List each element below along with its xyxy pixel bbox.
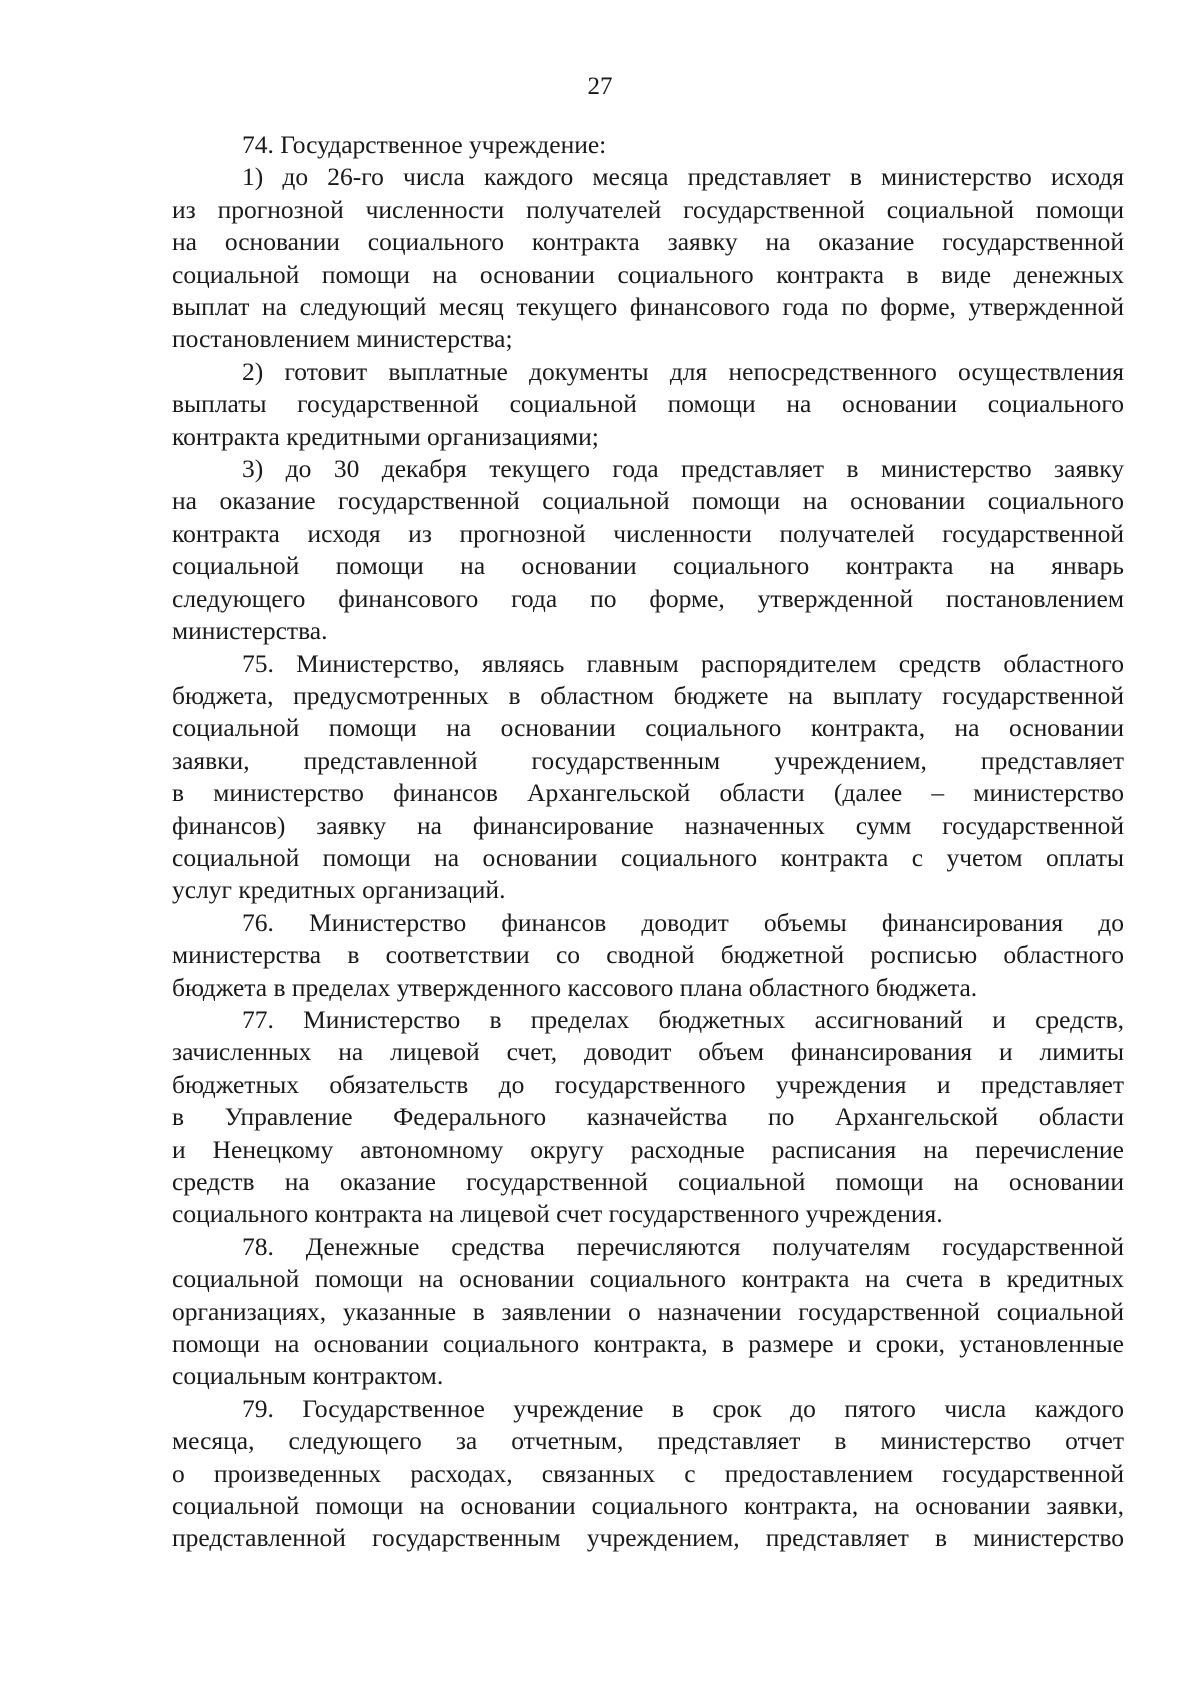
text-line: выплаты государственной социальной помощи на основании социального (172, 389, 1124, 419)
text-line: 77. Министерство в пределах бюджетных ассигнований и средств, (242, 1004, 1124, 1034)
text-line: из прогнозной численности получателей государственной социальной помощи (172, 194, 1124, 224)
text-line: 79. Государственное учреждение в срок до пятого числа каждого (242, 1393, 1124, 1423)
text-line: 76. Министерство финансов доводит объемы финансирования до (242, 907, 1124, 937)
text-line: средств на оказание государственной социальной помощи на основании (172, 1167, 1124, 1196)
paragraph (172, 356, 1124, 453)
text-line: социальной помощи на основании социального контракта, на основании (172, 713, 1124, 743)
paragraph (172, 129, 1124, 161)
text-line: организациях, указанные в заявлении о назначении государственной социальной (172, 1296, 1124, 1326)
paragraph (172, 1004, 1124, 1231)
text-line: и Ненецкому автономному округу расходные расписания на перечисление (172, 1134, 1124, 1164)
text-line: следующего финансового года по форме, утвержденной постановлением (172, 583, 1124, 613)
text-line: 2) готовит выплатные документы для непосредственного осуществления (242, 356, 1124, 386)
paragraph (172, 453, 1124, 647)
paragraph (172, 1231, 1124, 1393)
text-line: министерства в соответствии со сводной бюджетной росписью областного (172, 940, 1124, 970)
paragraph (172, 648, 1124, 907)
text-line: заявки, представленной государственным учреждением, представляет (172, 745, 1124, 775)
text-line: на основании социального контракта заявку на оказание государственной (172, 227, 1124, 257)
paragraph (172, 907, 1124, 1004)
text-line: постановлением министерства; (172, 324, 513, 354)
text-line: зачисленных на лицевой счет, доводит объем финансирования и лимиты (172, 1037, 1124, 1067)
text-line: 1) до 26-го числа каждого месяца представляет в министерство исходя (242, 162, 1124, 192)
text-line: бюджета в пределах утвержденного кассового плана областного бюджета. (172, 972, 978, 1002)
text-line: в министерство финансов Архангельской области (далее – министерство (172, 778, 1124, 808)
text-line: финансов) заявку на финансирование назначенных сумм государственной (172, 810, 1124, 840)
text-line: 75. Министерство, являясь главным распорядителем средств областного (242, 648, 1124, 678)
text-line: социальным контрактом. (172, 1361, 444, 1391)
text-line: выплат на следующий месяц текущего финансового года по форме, утвержденной (172, 292, 1124, 322)
text-line: помощи на основании социального контракта, в размере и сроки, установленные (172, 1329, 1124, 1359)
paragraph (172, 1393, 1124, 1555)
text-line: социальной помощи на основании социального контракта на январь (172, 551, 1124, 581)
text-line: министерства. (172, 616, 328, 646)
text-line: 78. Денежные средства перечисляются получателям государственной (242, 1231, 1124, 1261)
text-line: социальной помощи на основании социального контракта, на основании заявки, (172, 1491, 1124, 1521)
text-line: социальной помощи на основании социального контракта с учетом оплаты (172, 842, 1124, 872)
text-line: социальной помощи на основании социального контракта на счета в кредитных (172, 1264, 1124, 1294)
text-line: месяца, следующего за отчетным, представляет в министерство отчет (172, 1426, 1124, 1456)
text-line: контракта исходя из прогнозной численности получателей государственной (172, 518, 1124, 548)
text-line: на оказание государственной социальной помощи на основании социального (172, 486, 1124, 516)
text-line: бюджета, предусмотренных в областном бюджете на выплату государственной (172, 680, 1124, 710)
document-body (172, 129, 1124, 1555)
text-line: контракта кредитными организациями; (172, 421, 599, 451)
text-line: о произведенных расходах, связанных с предоставлением государственной (172, 1458, 1124, 1488)
text-line: услуг кредитных организаций. (172, 875, 506, 905)
text-line: представленной государственным учреждением, представляет в министерство (172, 1523, 1124, 1553)
paragraph (172, 161, 1124, 355)
text-line: в Управление Федерального казначейства по Архангельской области (172, 1102, 1124, 1132)
text-line: 3) до 30 декабря текущего года представляет в министерство заявку (242, 454, 1124, 484)
text-line: бюджетных обязательств до государственного учреждения и представляет (172, 1069, 1124, 1099)
text-line: 74. Государственное учреждение: (242, 130, 607, 159)
text-line: социальной помощи на основании социального контракта в виде денежных (172, 259, 1124, 289)
page-number: 27 (587, 73, 613, 100)
text-line: социального контракта на лицевой счет государственного учреждения. (172, 1199, 943, 1229)
